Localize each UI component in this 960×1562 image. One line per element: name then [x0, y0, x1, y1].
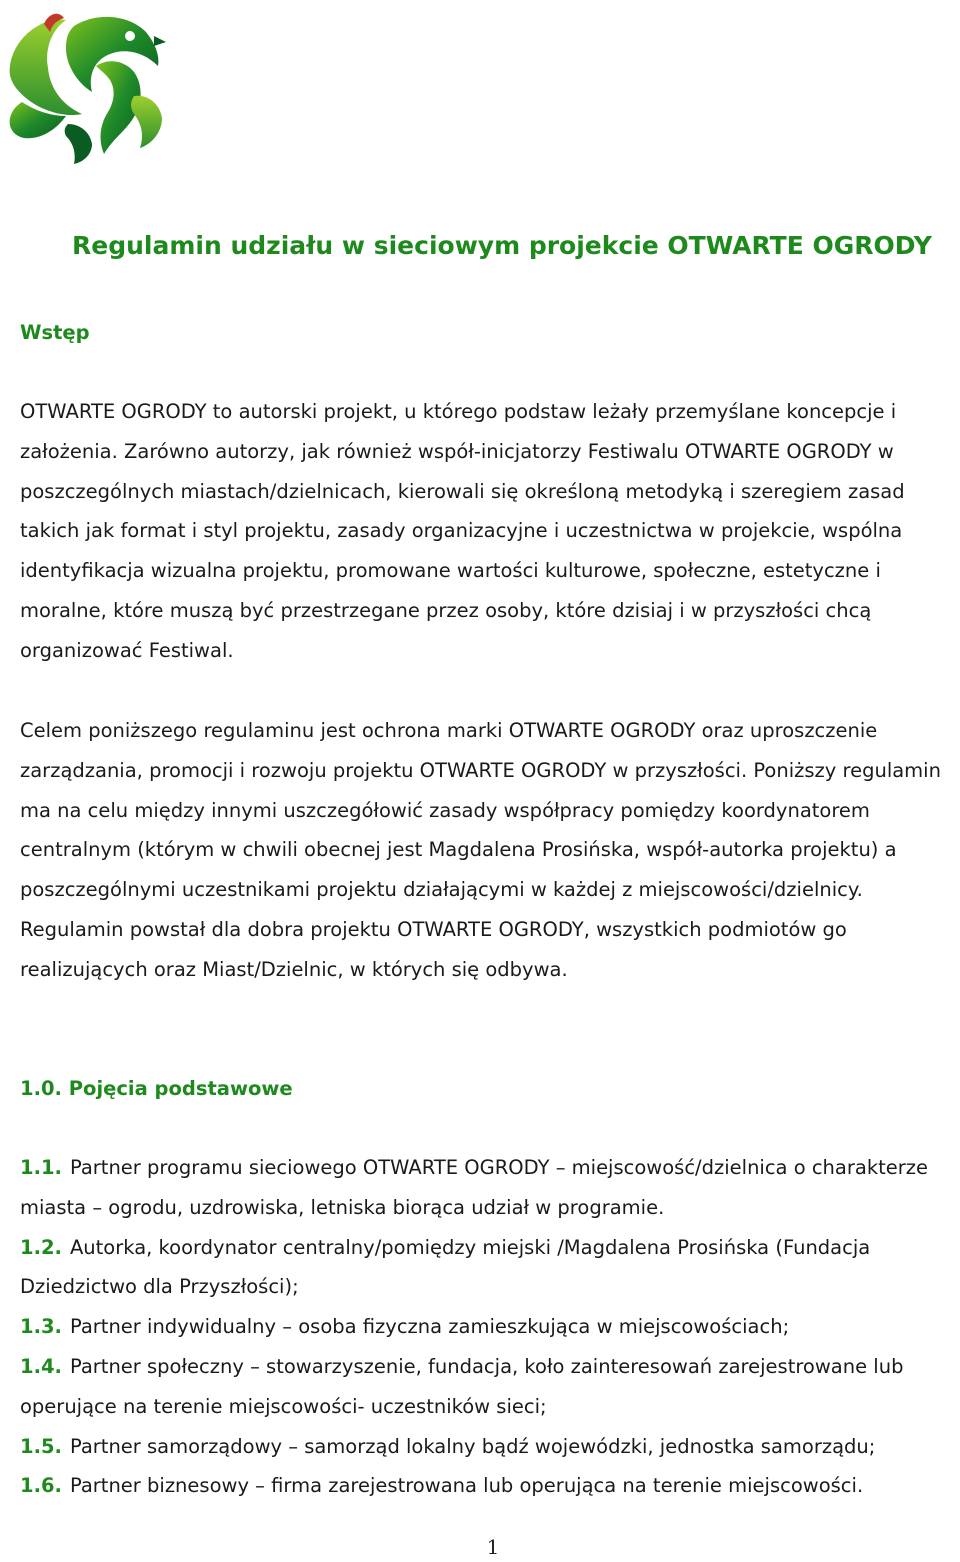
document-title: Regulamin udziału w sieciowym projekcie OTWARTE OGRODY	[72, 231, 932, 260]
intro-paragraph-1: OTWARTE OGRODY to autorski projekt, u którego podstaw leżały przemyślane koncepcje i założenia. Zarówno autorzy, jak również współ-inicjatorzy Festiwalu OTWARTE OGRODY w poszczególnych miastach/dzielnicach, kierowali się określoną metodyką i szeregiem zasad takich jak format i styl projektu, zasady organizacyjne i uczestnictwa w projekcie, wspólna identyfikacja wizualna projektu, promowane wartości kulturowe, społeczne, estetyczne i moralne, które muszą być przestrzegane przez osoby, które dzisiaj i w przyszłości chcą organizować Festiwal.	[20, 400, 905, 662]
section-heading	[20, 1069, 293, 1109]
list-item	[20, 1347, 960, 1427]
item-text: Autorka, koordynator centralny/pomiędzy miejski /Magdalena Prosińska (Fundacja Dziedzictwo dla Przyszłości);	[20, 1235, 871, 1299]
item-text: Partner biznesowy – firma zarejestrowana lub operująca na terenie miejscowości.	[69, 1474, 864, 1498]
item-number: 1.2.	[20, 1235, 62, 1259]
logo-icon	[4, 6, 166, 166]
section-number: 1.0.	[20, 1077, 62, 1100]
definitions-list	[20, 1148, 960, 1506]
item-number: 1.4.	[20, 1354, 62, 1378]
list-item	[20, 1427, 960, 1467]
list-item	[20, 1228, 960, 1308]
section-title: Pojęcia podstawowe	[68, 1077, 293, 1100]
item-number: 1.5.	[20, 1434, 62, 1458]
intro-heading: Wstęp	[20, 321, 90, 344]
list-item	[20, 1148, 960, 1228]
item-number: 1.6.	[20, 1474, 62, 1498]
list-item	[20, 1307, 960, 1347]
item-number: 1.1.	[20, 1156, 62, 1179]
item-text: Partner programu sieciowego OTWARTE OGRODY – miejscowość/dzielnica o charakterze miasta – ogrodu, uzdrowiska, letniska biorąca udział w programie.	[20, 1156, 929, 1219]
item-text: Partner społeczny – stowarzyszenie, fundacja, koło zainteresowań zarejestrowane lub operujące na terenie miejscowości- uczestników sieci;	[20, 1354, 904, 1418]
page-number: 1	[486, 1535, 500, 1559]
item-text: Partner indywidualny – osoba fizyczna zamieszkująca w miejscowościach;	[69, 1315, 790, 1339]
intro-paragraph-2: Celem poniższego regulaminu jest ochrona marki OTWARTE OGRODY oraz uproszczenie zarządzania, promocji i rozwoju projektu OTWARTE OGRODY w przyszłości. Poniższy regulamin ma na celu między innymi uszczegółowić zasady współpracy pomiędzy koordynatorem centralnym (którym w chwili obecnej jest Magdalena Prosińska, współ-autorka projektu) a poszczególnymi uczestnikami projektu działającymi w każdej z miejscowości/dzielnicy. Regulamin powstał dla dobra projektu OTWARTE OGRODY, wszystkich podmiotów go realizujących oraz Miast/Dzielnic, w których się odbywa.	[20, 719, 941, 981]
list-item	[20, 1466, 960, 1506]
item-number: 1.3.	[20, 1315, 62, 1339]
item-text: Partner samorządowy – samorząd lokalny bądź wojewódzki, jednostka samorządu;	[69, 1434, 876, 1458]
